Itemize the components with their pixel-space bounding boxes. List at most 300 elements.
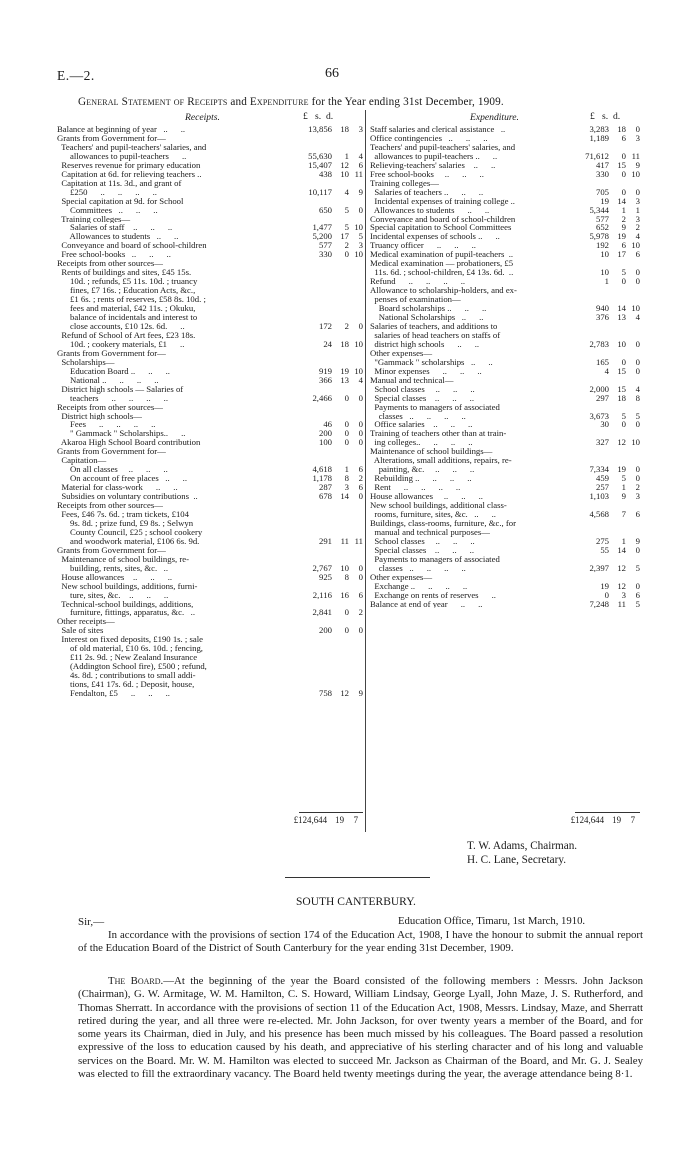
receipts-pounds: 200: [318, 625, 332, 636]
receipts-row: [57, 564, 363, 573]
receipts-pence: 10: [354, 338, 363, 349]
expenditure-label: ing colleges.. .. .. ..: [370, 438, 473, 448]
receipts-pounds: 919: [318, 365, 332, 376]
expenditure-pounds: 327: [595, 437, 609, 448]
expenditure-pence: 0: [635, 267, 640, 278]
receipts-pence: 0: [358, 437, 363, 448]
expenditure-label: Alterations, small additions, repairs, re-: [370, 456, 512, 466]
receipts-label: furniture, fittings, apparatus, &c. ..: [57, 608, 196, 618]
receipts-row: [57, 125, 363, 134]
receipts-shillings: 17: [340, 231, 349, 242]
receipts-pounds: 2,767: [312, 562, 332, 573]
receipts-total-rule: [299, 812, 363, 813]
receipts-shillings: 16: [340, 589, 349, 600]
receipts-amount: [301, 188, 363, 197]
expenditure-pence: 10: [631, 168, 640, 179]
expenditure-label: Payments to managers of associated: [370, 554, 500, 564]
expenditure-pounds: 4: [604, 365, 609, 376]
office-dateline: Education Office, Timaru, 1st March, 1910.: [398, 915, 586, 927]
receipts-amount: [301, 161, 363, 170]
expenditure-row: [370, 340, 640, 349]
report-paragraph-2: [78, 975, 643, 1081]
expenditure-row: [370, 420, 640, 429]
receipts-shillings: 13: [340, 374, 349, 385]
expenditure-label: salaries of head teachers on staffs of: [370, 330, 501, 340]
expenditure-label: Refund .. .. .. ..: [370, 277, 466, 287]
receipts-pence: 10: [354, 222, 363, 233]
expenditure-shillings: 15: [617, 365, 626, 376]
receipts-pounds: 46: [323, 419, 332, 430]
expenditure-total-rule: [575, 812, 640, 813]
receipts-shillings: 11: [340, 535, 349, 546]
receipts-pounds: 2,466: [312, 392, 332, 403]
receipts-pence: 10: [354, 249, 363, 260]
expenditure-pence: 10: [631, 437, 640, 448]
pence-head: d.: [612, 111, 621, 122]
expenditure-label: Rent .. .. .. ..: [370, 483, 461, 493]
receipts-pence: 11: [354, 535, 363, 546]
expenditure-label: classes .. .. .. ..: [370, 411, 466, 421]
receipts-total-pounds: £124,644: [293, 815, 327, 825]
expenditure-label: Incidental expenses of schools .. ..: [370, 232, 500, 242]
expenditure-amount: [578, 250, 640, 259]
receipts-amount: [301, 438, 363, 447]
receipts-row: [57, 528, 363, 537]
receipts-row: [57, 197, 363, 206]
receipts-pence: 4: [358, 374, 363, 385]
receipts-pence: 4: [358, 150, 363, 161]
receipts-row: [57, 474, 363, 483]
receipts-pence: 3: [358, 240, 363, 251]
expenditure-label: National Scholarships .. ..: [370, 313, 484, 322]
expenditure-shillings: 15: [617, 159, 626, 170]
receipts-label: 10d. ; cookery materials, £1 ..: [57, 339, 185, 349]
receipts-label: close accounts, £10 12s. 6d. ..: [57, 321, 185, 331]
expenditure-label: Office salaries .. .. ..: [370, 420, 473, 430]
receipts-pence: 11: [354, 168, 363, 179]
expenditure-amount: [578, 600, 640, 609]
expenditure-shillings: 0: [621, 186, 626, 197]
receipts-pounds: 758: [318, 688, 332, 699]
receipts-shillings: 0: [344, 625, 349, 636]
expenditure-amount: [578, 206, 640, 215]
receipts-amount: [301, 483, 363, 492]
receipts-shillings: 10: [340, 168, 349, 179]
shilling-head: s.: [602, 111, 609, 122]
receipts-shillings: 10: [340, 562, 349, 573]
expenditure-shillings: 19: [617, 231, 626, 242]
expenditure-label: Relieving-teachers' salaries .. ..: [370, 160, 496, 170]
receipts-pounds: 10,117: [308, 186, 332, 197]
section-separator: [285, 877, 430, 878]
receipts-shillings: 0: [344, 607, 349, 618]
receipts-pounds: 172: [318, 320, 332, 331]
expenditure-row: [370, 564, 640, 573]
receipts-pence: 2: [358, 607, 363, 618]
expenditure-pence: 8: [635, 392, 640, 403]
page-section-code: E.—2.: [57, 68, 95, 83]
receipts-label: Balance at beginning of year .. ..: [57, 125, 186, 134]
expenditure-shillings: 10: [617, 338, 626, 349]
expenditure-shillings: 5: [621, 267, 626, 278]
expenditure-shillings: 5: [621, 410, 626, 421]
expenditure-amount: [578, 170, 640, 179]
receipts-pence: 0: [358, 428, 363, 439]
receipts-row: [57, 250, 363, 259]
receipts-shillings: 12: [340, 688, 349, 699]
receipts-label: New school buildings, additions, furni-: [57, 581, 198, 591]
receipts-pounds: 438: [318, 168, 332, 179]
expenditure-amount: [578, 564, 640, 573]
pound-head: £: [303, 111, 308, 122]
expenditure-label: Conveyance and board of school-children: [370, 214, 516, 224]
receipts-label: Sale of sites: [57, 626, 104, 636]
expenditure-amount: [578, 537, 640, 546]
expenditure-amount: [578, 474, 640, 483]
receipts-label: fees and material, £42 11s. ; Okuku,: [57, 304, 196, 314]
expenditure-shillings: 12: [617, 562, 626, 573]
expenditure-shillings: 0: [621, 276, 626, 287]
receipts-shillings: 8: [344, 473, 349, 484]
expenditure-pounds: 376: [595, 312, 609, 323]
receipts-label: On all classes .. .. ..: [57, 465, 168, 475]
report-title: SOUTH CANTERBURY.: [296, 896, 416, 908]
receipts-shillings: 1: [344, 464, 349, 475]
expenditure-label: Exchange .. .. .. ..: [370, 581, 468, 591]
receipts-row: [57, 295, 363, 304]
expenditure-pounds: 7,334: [589, 464, 609, 475]
expenditure-label: Other expenses—: [370, 572, 433, 582]
receipts-pounds: 24: [323, 338, 332, 349]
receipts-pounds: 2,841: [312, 607, 332, 618]
receipts-label: " Gammack " Scholarships.. ..: [57, 429, 186, 439]
expenditure-shillings: 14: [617, 544, 626, 555]
expenditure-row: [370, 313, 640, 322]
receipts-total-shillings: 19: [335, 815, 344, 825]
expenditure-amount: [578, 367, 640, 376]
receipts-pence: 9: [358, 688, 363, 699]
receipts-pence: 3: [358, 124, 363, 134]
receipts-pence: 6: [358, 482, 363, 493]
expenditure-amount: [578, 438, 640, 447]
receipts-shillings: 0: [344, 419, 349, 430]
receipts-label: Receipts from other sources—: [57, 402, 163, 412]
receipts-label: Maintenance of school buildings, re-: [57, 554, 189, 564]
expenditure-row: [370, 519, 640, 528]
page-number: 66: [325, 66, 339, 81]
receipts-pounds: 287: [318, 482, 332, 493]
receipts-pence: 0: [358, 562, 363, 573]
expenditure-pence: 0: [635, 276, 640, 287]
receipts-shillings: 2: [344, 240, 349, 251]
expenditure-pence: 6: [635, 249, 640, 260]
receipts-label: (Addington School fire), £500 ; refund,: [57, 662, 207, 672]
expenditure-shillings: 14: [617, 303, 626, 314]
expenditure-label: Other expenses—: [370, 348, 433, 358]
expenditure-pounds: 30: [600, 419, 609, 430]
expenditure-pence: 6: [635, 589, 640, 600]
receipts-label: building, rents, sites, &c. ..: [57, 563, 168, 573]
receipts-label: District high schools — Salaries of: [57, 384, 184, 394]
expenditure-row: [370, 286, 640, 295]
receipts-row: [57, 403, 363, 412]
expenditure-shillings: 0: [621, 150, 626, 161]
expenditure-total-pounds: £124,644: [570, 815, 604, 825]
expenditure-pounds: 940: [595, 303, 609, 314]
receipts-pence: 6: [358, 159, 363, 170]
expenditure-row: [370, 250, 640, 259]
receipts-label: Capitation at 11s. 3d., and grant of: [57, 178, 182, 188]
expenditure-label: New school buildings, additional class-: [370, 501, 507, 510]
expenditure-amount: [578, 420, 640, 429]
expenditure-shillings: 0: [621, 419, 626, 430]
expenditure-label: 11s. 6d. ; school-children, £4 13s. 6d. ..: [370, 268, 514, 278]
receipts-amount: [301, 474, 363, 483]
title-part-3: Expenditure: [249, 96, 309, 108]
expenditure-pounds: 71,612: [585, 150, 609, 161]
receipts-shillings: 8: [344, 571, 349, 582]
expenditure-pence: 4: [635, 312, 640, 323]
receipts-amount: [301, 322, 363, 331]
receipts-label: 4s. 8d. ; contributions to small addi-: [57, 671, 196, 681]
expenditure-pounds: 3,673: [589, 410, 609, 421]
receipts-pounds: 5,200: [312, 231, 332, 242]
expenditure-shillings: 9: [621, 491, 626, 502]
receipts-label: Interest on fixed deposits, £190 1s. ; sale: [57, 635, 203, 645]
expenditure-shillings: 6: [621, 240, 626, 251]
expenditure-pence: 3: [635, 213, 640, 224]
receipts-amount: [301, 573, 363, 582]
receipts-label: fines, £7 16s. ; Education Acts, &c.,: [57, 286, 196, 296]
expenditure-pence: 5: [635, 410, 640, 421]
receipts-label: Committees .. .. ..: [57, 205, 158, 215]
expenditure-amount: [578, 483, 640, 492]
expenditure-pounds: 165: [595, 356, 609, 367]
receipts-label: Other receipts—: [57, 617, 115, 627]
receipts-row: [57, 447, 363, 456]
receipts-label: ture, sites, &c. .. .. ..: [57, 590, 169, 600]
expenditure-amount: [578, 385, 640, 394]
receipts-row: [57, 635, 363, 644]
receipts-label: balance of incidentals and interest to: [57, 313, 198, 322]
receipts-label: teachers .. .. .. ..: [57, 393, 168, 403]
receipts-label: Fees .. .. .. ..: [57, 420, 156, 430]
receipts-pounds: 366: [318, 374, 332, 385]
expenditure-shillings: 1: [621, 204, 626, 215]
receipts-row: [57, 429, 363, 438]
expenditure-amount: [578, 546, 640, 555]
receipts-row: [57, 259, 363, 268]
expenditure-label: painting, &c. .. .. ..: [370, 465, 475, 475]
expenditure-pence: 0: [635, 124, 640, 134]
expenditure-pence: 0: [635, 419, 640, 430]
expenditure-label: School classes .. .. ..: [370, 384, 475, 394]
expenditure-amount: [578, 223, 640, 232]
receipts-label: Allowances to students .. ..: [57, 232, 179, 242]
expenditure-pence: 4: [635, 383, 640, 394]
title-part-2: and: [227, 96, 250, 108]
receipts-pence: 0: [358, 419, 363, 430]
expenditure-label: Office contingencies .. .. ..: [370, 133, 488, 143]
receipts-label: Refund of School of Art fees, £23 18s.: [57, 330, 196, 340]
receipts-pounds: 55,630: [308, 150, 332, 161]
receipts-amount: [301, 689, 363, 698]
receipts-amount: [301, 125, 363, 134]
receipts-row: [57, 671, 363, 680]
expenditure-shillings: 0: [621, 168, 626, 179]
expenditure-pounds: 10: [600, 267, 609, 278]
receipts-row: [57, 241, 363, 250]
receipts-pounds: 1,477: [312, 222, 332, 233]
receipts-row: [57, 438, 363, 447]
expenditure-amount: [578, 582, 640, 591]
receipts-pounds: 577: [318, 240, 332, 251]
expenditure-label: Maintenance of school buildings—: [370, 447, 493, 457]
expenditure-label: classes .. .. .. ..: [370, 563, 466, 573]
receipts-row: [57, 206, 363, 215]
expenditure-pence: 6: [635, 508, 640, 519]
receipts-row: [57, 626, 363, 635]
receipts-pounds: 925: [318, 571, 332, 582]
expenditure-label: Special classes .. .. ..: [370, 393, 474, 403]
receipts-pounds: 650: [318, 204, 332, 215]
expenditure-pence: 2: [635, 222, 640, 233]
expenditure-amount: [578, 134, 640, 143]
expenditure-pence: 5: [635, 598, 640, 609]
receipts-pence: 0: [358, 571, 363, 582]
receipts-row: [57, 689, 363, 698]
salutation: Sir,—: [78, 916, 105, 928]
receipts-amount: [301, 340, 363, 349]
receipts-label: Special capitation at 9d. for School: [57, 196, 184, 206]
receipts-amount: [301, 394, 363, 403]
receipts-shillings: 12: [340, 159, 349, 170]
receipts-label: allowances to pupil-teachers ..: [57, 151, 187, 161]
receipts-amount: [301, 626, 363, 635]
receipts-amount: [301, 170, 363, 179]
expenditure-row: [370, 492, 640, 501]
expenditure-row: [370, 170, 640, 179]
expenditure-pounds: 1: [604, 276, 609, 287]
expenditure-shillings: 9: [621, 222, 626, 233]
expenditure-pounds: 2,000: [589, 383, 609, 394]
receipts-pounds: 100: [318, 437, 332, 448]
receipts-shillings: 0: [344, 392, 349, 403]
receipts-row: [57, 680, 363, 689]
expenditure-column: [370, 125, 640, 608]
receipts-label: District high schools—: [57, 411, 142, 421]
receipts-row: [57, 412, 363, 421]
expenditure-label: Allowances to students .. ..: [370, 205, 490, 215]
expenditure-amount: [578, 125, 640, 134]
receipts-row: [57, 644, 363, 653]
expenditure-heading: Expenditure.: [470, 112, 519, 123]
expenditure-shillings: 11: [617, 598, 626, 609]
receipts-shillings: 3: [344, 482, 349, 493]
paragraph-body: —At the beginning of the year the Board consisted of the following members : Messrs. John Jackson (Chairman), G. W. Armitage, W. M. Hamilton, C. S. Howard, William Lindsay, George Lyall, John Maze, J. S. Rutherford, and Thomas Sherratt. In accordance with the provisions of section 11 of the Education Act, 1908, Messrs. Lindsay, Maze, and Sherratt retired during the year, and all three were re-elected. Mr. John Jackson, for over twenty years a member of the Board, and for some years its Chairman, died in July, and his presence has been much missed by his colleagues. The Board passed a resolution expressive of the loss to education caused by his death, and appreciative of his sterling character and of his long and valuable services on the Board. Mr. W. M. Hamilton was elected to succeed Mr. Jackson as Chairman of the Board, and Mr. G. J. Sealey was elected to fill the extraordinary vacancy. The Board held twenty meetings during the year, the average attendance being 8·1.: [78, 975, 643, 1081]
receipts-shillings: 4: [344, 186, 349, 197]
expenditure-pence: 2: [635, 482, 640, 493]
receipts-row: [57, 349, 363, 358]
expenditure-total: [562, 815, 635, 825]
receipts-label: £1 6s. ; rents of reserves, £58 8s. 10d. ;: [57, 295, 206, 305]
expenditure-pence: 0: [635, 473, 640, 484]
receipts-row: [57, 188, 363, 197]
expenditure-label: Minor expenses .. .. ..: [370, 366, 482, 376]
expenditure-label: Incidental expenses of training college ..: [370, 196, 515, 206]
receipts-row: [57, 268, 363, 277]
expenditure-shillings: 19: [617, 464, 626, 475]
expenditure-pence: 5: [635, 562, 640, 573]
receipts-row: [57, 322, 363, 331]
receipts-total-pence: 7: [353, 815, 358, 825]
expenditure-shillings: 5: [621, 473, 626, 484]
expenditure-label: Payments to managers of associated: [370, 402, 500, 412]
receipts-label: Material for class-work .. ..: [57, 483, 178, 493]
receipts-row: [57, 501, 363, 510]
expenditure-label: Medical examination — probationers, £5: [370, 259, 514, 269]
expenditure-pence: 3: [635, 195, 640, 206]
expenditure-amount: [578, 465, 640, 474]
expenditure-pounds: 459: [595, 473, 609, 484]
expenditure-pence: 0: [635, 365, 640, 376]
receipts-shillings: 14: [340, 491, 349, 502]
receipts-total: [285, 815, 358, 825]
receipts-row: [57, 519, 363, 528]
receipts-label: Scholarships—: [57, 357, 115, 367]
expenditure-pounds: 275: [595, 535, 609, 546]
expenditure-total-pence: 7: [630, 815, 635, 825]
receipts-row: [57, 573, 363, 582]
expenditure-amount: [578, 268, 640, 277]
receipts-pounds: 15,407: [308, 159, 332, 170]
expenditure-pence: 4: [635, 231, 640, 242]
receipts-row: [57, 232, 363, 241]
receipts-label: Fees, £46 7s. 6d. ; tram tickets, £104: [57, 509, 189, 519]
expenditure-amount: [578, 340, 640, 349]
expenditure-pence: 3: [635, 491, 640, 502]
receipts-label: Grants from Government for—: [57, 348, 166, 358]
expenditure-label: Staff salaries and clerical assistance ..: [370, 125, 506, 134]
expenditure-pence: 9: [635, 159, 640, 170]
expenditure-pounds: 192: [595, 240, 609, 251]
expenditure-pounds: 1,103: [589, 491, 609, 502]
expenditure-pounds: 705: [595, 186, 609, 197]
expenditure-amount: [578, 510, 640, 519]
receipts-row: [57, 608, 363, 617]
expenditure-pounds: 4,568: [589, 508, 609, 519]
expenditure-shillings: 2: [621, 213, 626, 224]
receipts-pence: 10: [354, 365, 363, 376]
title-part-1: General Statement of Receipts: [78, 96, 228, 108]
expenditure-pence: 0: [635, 580, 640, 591]
receipts-row: [57, 313, 363, 322]
expenditure-pounds: 10: [600, 249, 609, 260]
receipts-row: [57, 483, 363, 492]
receipts-pence: 2: [358, 473, 363, 484]
expenditure-pence: 1: [635, 204, 640, 215]
expenditure-shillings: 6: [621, 132, 626, 143]
receipts-row: [57, 304, 363, 313]
receipts-amount: [301, 223, 363, 232]
expenditure-amount: [578, 358, 640, 367]
receipts-label: County Council, £25 ; school cookery: [57, 527, 203, 537]
expenditure-label: House allowances .. .. ..: [370, 492, 483, 502]
receipts-row: [57, 340, 363, 349]
expenditure-label: Buildings, class-rooms, furniture, &c., for: [370, 518, 516, 528]
report-paragraph-1: In accordance with the provisions of section 174 of the Education Act, 1908, I have the honour to submit the annual report of the Education Board of the District of South Canterbury for the year ending 31st December, 1909.: [78, 929, 643, 955]
expenditure-row: [370, 367, 640, 376]
